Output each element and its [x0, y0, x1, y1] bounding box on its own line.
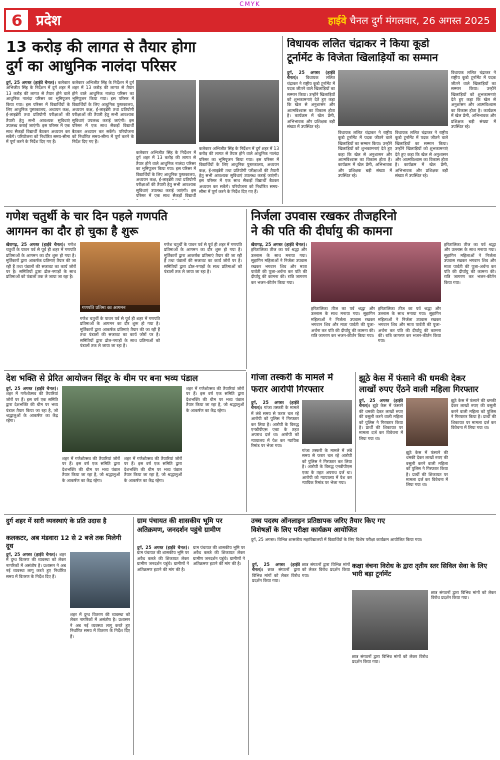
ganja-body-cont: गांजा तस्करी के मामले में लंबे समय से फरार चल रहे आरोपी को पुलिस ने गिरफ्तार कर लिया है। आरोपी के विरुद्ध एनडीपीएस एक्ट के तहत अपराध दर्ज था। आरोपी को न्यायालय में पेश कर न्यायिक रिमांड पर भेजा गया। [302, 448, 352, 486]
ganja-headline-1: गांजा तस्करी के मामले में [251, 373, 333, 383]
nalanda-body-col3 [136, 150, 196, 200]
fraud-body-cont2: झूठे केस में फंसाने की धमकी देकर लाखों रुपए की वसूली करने वाली महिला को पुलिस ने गिरफ्तार किया है। प्रार्थी की शिकायत पर मामला दर्ज कर विवेचना में लिया गया था। [451, 398, 496, 431]
tournament-headline-2: टूर्नामेंट के विजेता खिलाड़ियों का सम्मान [287, 52, 438, 64]
teej-headline-2: ने की पति की दीर्घायु की कामना [251, 224, 393, 238]
teej-body-col2 [311, 306, 375, 366]
ganja-byline: दुर्ग, 25 अगस्त (हाईवे चैनल)। [251, 400, 299, 411]
nalanda-body: कलेक्टर अभिजीत सिंह के निर्देशन में दुर्ग शहर में 13 करोड़ की लागत से तैयार होने वाले आधुनिक नालंदा परिसर का भूमिपूजन किया गया। इस परिसर में विद्यार्थियों के लिए आधुनिक पुस्तकालय, अध्ययन कक्ष, ई-लाइब्रेरी तथा प्रतियोगी परीक्षाओं की तैयारी हेतु सभी आवश्यक सुविधाएं उपलब्ध कराई जाएंगी। इस परिसर में एक साथ सैकड़ों विद्यार्थी बैठकर अध्ययन कर सकेंगे। परियोजना को निर्धारित समय-सीमा में पूर्ण करने के निर्देश दिए गए हैं। [6, 80, 70, 145]
ganesh-photo-caption: गणपति प्रतिमा का आगमन [80, 305, 160, 313]
protest-body-cont2: छात्र संगठनों द्वारा विभिन्न मांगों को लेकर विरोध प्रदर्शन किया गया। [352, 654, 428, 665]
ganesh-byline: खैरागढ़, 25 अगस्त (हाईवे चैनल)। [6, 242, 66, 247]
fraud-body-cont: झूठे केस में फंसाने की धमकी देकर लाखों रुपए की वसूली करने वाली महिला को पुलिस ने गिरफ्तार किया है। प्रार्थी की शिकायत पर मामला दर्ज कर विवेचना में लिया गया था। [406, 450, 448, 488]
issue-date: मंगलवार, 26 अगस्त 2025 [385, 16, 490, 27]
market-photo [70, 552, 130, 608]
protest-headline: कक्षा वंचना विरोध के द्वारा तृतीय स्तर सिविल सेवा के लिए भारी बड़ा टूर्नामेंट [352, 562, 487, 578]
exam-headline-2: विशेषज्ञों के लिए परीक्षा कार्यक्रम आयोजित [251, 526, 357, 534]
tournament-body-col1 [287, 70, 335, 204]
row-divider-3 [4, 514, 496, 515]
protest-byline: दुर्ग, 25 अगस्त (हाईवे चैनल)। [252, 562, 300, 573]
nalanda-body-cont: कलेक्टर अभिजीत सिंह के निर्देशन में दुर्ग शहर में 13 करोड़ की लागत से तैयार होने वाले आधुनिक नालंदा परिसर का भूमिपूजन किया गया। इस परिसर में विद्यार्थियों के लिए आधुनिक पुस्तकालय, अध्ययन कक्ष, ई-लाइब्रेरी तथा प्रतियोगी परीक्षाओं की तैयारी हेतु सभी आवश्यक सुविधाएं उपलब्ध कराई जाएंगी। इस परिसर में एक साथ सैकड़ों विद्यार्थी बैठकर अध्ययन कर सकेंगे। परियोजना को निर्धारित समय-सीमा में पूर्ण करने के निर्देश दिए गए हैं। [72, 80, 134, 145]
tournament-body-cont: विधायक ललित चंद्राकर ने राष्ट्रीय कूडो टूर्नामेंट में पदक जीतने वाले खिलाड़ियों का सम्मान किया। उन्होंने खिलाड़ियों को शुभकामनाएं देते हुए कहा कि खेल से अनुशासन और आत्मविश्वास का विकास होता है। कार्यक्रम में खेल प्रेमी, अभिभावक और प्रशिक्षक बड़ी संख्या में उपस्थित रहे। [338, 130, 392, 179]
exam-body: दुर्ग, 25 अगस्त। विभिन्न शासकीय महाविद्यालयों में विद्यार्थियों के लिए विशेष परीक्षा कार्यक्रम आयोजित किया गया। [251, 537, 423, 542]
pandal-body: शहर में गणेशोत्सव की तैयारियां जोरों पर हैं। इस वर्ष एक समिति द्वारा देशभक्ति की थीम पर भव्य पंडाल तैयार किया जा रहा है, जो श्रद्धालुओं के आकर्षण का केंद्र रहेगा। [6, 391, 58, 424]
protest-body-cont: छात्र संगठनों द्वारा विभिन्न मांगों को लेकर विरोध प्रदर्शन किया गया। [302, 562, 350, 578]
row-divider-1 [4, 206, 496, 207]
row-divider-2 [4, 370, 246, 371]
column-divider [246, 372, 247, 512]
nalanda-body-col2 [72, 80, 134, 200]
column-divider [282, 36, 283, 204]
teej-byline: खैरागढ़, 25 अगस्त (हाईवे चैनल)। [251, 242, 307, 247]
protest-body-col1 [252, 562, 300, 752]
fraud-photo [406, 398, 448, 446]
fraud-headline-2: लाखों रुपए ऐंठने वाली महिला गिरफ्तार [359, 384, 479, 394]
teej-photo [311, 242, 441, 302]
nalanda-headline-1: 13 करोड़ की लागत से तैयार होगा [6, 38, 196, 56]
market-byline: दुर्ग, 25 अगस्त (हाईवे चैनल)। [6, 552, 58, 557]
city: दुर्ग [371, 16, 383, 27]
tournament-body-col3 [395, 130, 448, 204]
column-divider [355, 372, 356, 512]
market-headline-2: कलकटर, अब मंडवारा 12 से 2 बजे तक मिलेगी दूध [6, 534, 122, 550]
market-body: शहर में दुग्ध वितरण की व्यवस्था को लेकर नागरिकों में असंतोष है। प्रशासन ने अब नई व्यवस्था लागू करते हुए निर्धारित समय में वितरण के निर्देश दिए हैं। [6, 552, 66, 579]
tournament-headline-1: विधायक ललित चंद्राकर ने किया कूडो [287, 38, 430, 50]
ganja-body: गांजा तस्करी के मामले में लंबे समय से फरार चल रहे आरोपी को पुलिस ने गिरफ्तार कर लिया है। आरोपी के विरुद्ध एनडीपीएस एक्ट के तहत अपराध दर्ज था। आरोपी को न्यायालय में पेश कर न्यायिक रिमांड पर भेजा गया। [251, 405, 299, 449]
protest-body-col4 [431, 590, 496, 752]
market-headline-1: दुर्ग शहर में सारी व्यवस्थाएं के प्रति उदास है [6, 517, 107, 525]
land-headline: ग्राम पंचायत की शासकीय भूमि पर अतिक्रमण, जनदर्शन पहुंचे ग्रामीण [137, 517, 223, 534]
fraud-byline: दुर्ग, 25 अगस्त (हाईवे चैनल)। [359, 398, 403, 409]
exam-headline-1: उच्च पदस्थ ऑनलाइन प्रतिष्ठापक जरिए तैयार किए गए [251, 517, 386, 525]
ganesh-body: गणेश चतुर्थी के पावन पर्व से पूर्व ही शहर में गणपति प्रतिमाओं के आगमन का दौर शुरू हो गया है। मूर्तिकारों द्वारा आकर्षक प्रतिमाएं तैयार की जा रही हैं तथा पंडालों की सजावट का कार्य जोरों पर है। समितियों द्वारा ढोल-नगाड़ों के साथ प्रतिमाओं को पंडालों तक ले जाया जा रहा है। [6, 242, 76, 280]
tournament-body-col4 [451, 70, 496, 204]
brand-name-2: चैनल [349, 16, 369, 27]
tournament-body: विधायक ललित चंद्राकर ने राष्ट्रीय कूडो टूर्नामेंट में पदक जीतने वाले खिलाड़ियों का सम्मान किया। उन्होंने खिलाड़ियों को शुभकामनाएं देते हुए कहा कि खेल से अनुशासन और आत्मविश्वास का विकास होता है। कार्यक्रम में खेल प्रेमी, अभिभावक और प्रशिक्षक बड़ी संख्या में उपस्थित रहे। [287, 75, 335, 130]
teej-body: हरितालिका तीज का पर्व श्रद्धा और उल्लास के साथ मनाया गया। सुहागिन महिलाओं ने निर्जला उपवास रखकर भगवान शिव और माता पार्वती की पूजा-अर्चना कर पति की दीर्घायु की कामना की। रात्रि जागरण कर भजन-कीर्तन किया गया। [251, 247, 307, 285]
page-number: 6 [4, 8, 30, 32]
protest-body-col2 [302, 562, 350, 752]
protest-body-cont3: छात्र संगठनों द्वारा विभिन्न मांगों को लेकर विरोध प्रदर्शन किया गया। [431, 590, 496, 601]
market-body-col2 [70, 612, 130, 752]
land-body-cont: ग्राम पंचायत की शासकीय भूमि पर अवैध कब्जे की शिकायत लेकर ग्रामीण जनदर्शन पहुंचे। ग्रामीणों ने अतिक्रमण हटाने की मांग की है। [193, 545, 245, 567]
nalanda-headline-2: दुर्ग का आधुनिक नालंदा परिसर [6, 57, 177, 75]
column-divider [248, 560, 249, 755]
pandal-body-cont2: शहर में गणेशोत्सव की तैयारियां जोरों पर हैं। इस वर्ष एक समिति द्वारा देशभक्ति की थीम पर भव्य पंडाल तैयार किया जा रहा है, जो श्रद्धालुओं के आकर्षण का केंद्र रहेगा। [124, 456, 182, 483]
ganja-headline-2: फरार आरोपी गिरफ्तार [251, 385, 324, 395]
ganesh-body-col2 [80, 316, 160, 366]
tournament-photo [338, 70, 448, 126]
teej-headline-1: निर्जला उपवास रखकर तीजहरिनो [251, 209, 397, 223]
teej-body-col4 [444, 242, 496, 366]
tournament-byline: दुर्ग, 25 अगस्त (हाईवे चैनल)। [287, 70, 335, 81]
ganja-body-col2 [302, 448, 352, 510]
pandal-photo [62, 386, 182, 452]
nalanda-photo-2 [199, 80, 279, 142]
market-body-cont: शहर में दुग्ध वितरण की व्यवस्था को लेकर नागरिकों में असंतोष है। प्रशासन ने अब नई व्यवस्था लागू करते हुए निर्धारित समय में वितरण के निर्देश दिए हैं। [70, 612, 130, 639]
pandal-body-col3 [124, 456, 182, 510]
teej-body-cont: हरितालिका तीज का पर्व श्रद्धा और उल्लास के साथ मनाया गया। सुहागिन महिलाओं ने निर्जला उपवास रखकर भगवान शिव और माता पार्वती की पूजा-अर्चना कर पति की दीर्घायु की कामना की। रात्रि जागरण कर भजन-कीर्तन किया गया। [311, 306, 375, 339]
column-divider [133, 517, 134, 755]
tournament-body-cont2: विधायक ललित चंद्राकर ने राष्ट्रीय कूडो टूर्नामेंट में पदक जीतने वाले खिलाड़ियों का सम्मान किया। उन्होंने खिलाड़ियों को शुभकामनाएं देते हुए कहा कि खेल से अनुशासन और आत्मविश्वास का विकास होता है। कार्यक्रम में खेल प्रेमी, अभिभावक और प्रशिक्षक बड़ी संख्या में उपस्थित रहे। [395, 130, 448, 179]
land-body: ग्राम पंचायत की शासकीय भूमि पर अवैध कब्जे की शिकायत लेकर ग्रामीण जनदर्शन पहुंचे। ग्रामीणों ने अतिक्रमण हटाने की मांग की है। [137, 550, 189, 572]
nalanda-photo-1 [136, 80, 196, 144]
fraud-headline-1: झूठे केस में फंसाने की धमकी देकर [359, 373, 466, 383]
column-divider [246, 209, 247, 369]
ganesh-headline-2: आगमन का दौर हो चुका है शुरू [6, 224, 139, 238]
land-body-col1 [137, 545, 189, 753]
fraud-body: झूठे केस में फंसाने की धमकी देकर लाखों रुपए की वसूली करने वाली महिला को पुलिस ने गिरफ्तार किया है। प्रार्थी की शिकायत पर मामला दर्ज कर विवेचना में लिया गया था। [359, 403, 403, 441]
protest-body: छात्र संगठनों द्वारा विभिन्न मांगों को लेकर विरोध प्रदर्शन किया गया। [252, 567, 300, 584]
tournament-body-cont3: विधायक ललित चंद्राकर ने राष्ट्रीय कूडो टूर्नामेंट में पदक जीतने वाले खिलाड़ियों का सम्मान किया। उन्होंने खिलाड़ियों को शुभकामनाएं देते हुए कहा कि खेल से अनुशासन और आत्मविश्वास का विकास होता है। कार्यक्रम में खेल प्रेमी, अभिभावक और प्रशिक्षक बड़ी संख्या में उपस्थित रहे। [451, 70, 496, 130]
brand-name: हाईवे [328, 16, 347, 27]
protest-photo [352, 590, 428, 650]
pandal-body-col2 [62, 456, 120, 510]
nalanda-body-col1 [6, 80, 70, 200]
ganesh-headline-1: गणेश चतुर्थी के चार दिन पहले गणपति [6, 209, 168, 223]
tournament-body-col2 [338, 130, 392, 204]
section-title: प्रदेश [36, 12, 61, 29]
pandal-body-col4 [186, 386, 244, 510]
nalanda-body-cont3: कलेक्टर अभिजीत सिंह के निर्देशन में दुर्ग शहर में 13 करोड़ की लागत से तैयार होने वाले आधुनिक नालंदा परिसर का भूमिपूजन किया गया। इस परिसर में विद्यार्थियों के लिए आधुनिक पुस्तकालय, अध्ययन कक्ष, ई-लाइब्रेरी तथा प्रतियोगी परीक्षाओं की तैयारी हेतु सभी आवश्यक सुविधाएं उपलब्ध कराई जाएंगी। इस परिसर में एक साथ सैकड़ों विद्यार्थी बैठकर अध्ययन कर सकेंगे। परियोजना को निर्धारित समय-सीमा में पूर्ण करने के निर्देश दिए गए हैं। [199, 146, 279, 195]
fraud-body-col3 [451, 398, 496, 510]
teej-body-cont3: हरितालिका तीज का पर्व श्रद्धा और उल्लास के साथ मनाया गया। सुहागिन महिलाओं ने निर्जला उपवास रखकर भगवान शिव और माता पार्वती की पूजा-अर्चना कर पति की दीर्घायु की कामना की। रात्रि जागरण कर भजन-कीर्तन किया गया। [444, 242, 496, 285]
nalanda-body-cont2: कलेक्टर अभिजीत सिंह के निर्देशन में दुर्ग शहर में 13 करोड़ की लागत से तैयार होने वाले आधुनिक नालंदा परिसर का भूमिपूजन किया गया। इस परिसर में विद्यार्थियों के लिए आधुनिक पुस्तकालय, अध्ययन कक्ष, ई-लाइब्रेरी तथा प्रतियोगी परीक्षाओं की तैयारी हेतु सभी आवश्यक सुविधाएं उपलब्ध कराई जाएंगी। इस परिसर में एक साथ सैकड़ों विद्यार्थी [136, 150, 196, 199]
pandal-body-col1 [6, 386, 58, 510]
pandal-byline: दुर्ग, 25 अगस्त (हाईवे चैनल)। [6, 386, 58, 391]
ganesh-body-col3 [164, 242, 242, 366]
protest-body-col3 [352, 654, 428, 752]
ganja-photo [302, 400, 352, 444]
pandal-body-cont: शहर में गणेशोत्सव की तैयारियां जोरों पर हैं। इस वर्ष एक समिति द्वारा देशभक्ति की थीम पर भव्य पंडाल तैयार किया जा रहा है, जो श्रद्धालुओं के आकर्षण का केंद्र रहेगा। [62, 456, 120, 483]
ganja-body-col1 [251, 400, 299, 510]
teej-body-cont2: हरितालिका तीज का पर्व श्रद्धा और उल्लास के साथ मनाया गया। सुहागिन महिलाओं ने निर्जला उपवास रखकर भगवान शिव और माता पार्वती की पूजा-अर्चना कर पति की दीर्घायु की कामना की। रात्रि जागरण कर भजन-कीर्तन किया गया। [378, 306, 441, 344]
cmyk-marker: CMYK [239, 1, 261, 8]
pandal-headline: देश भक्ति से प्रेरित आयोजन सिंदूर के थीम पर बना भव्य पंडाल [6, 373, 198, 383]
ganesh-body-col1 [6, 242, 76, 366]
page-header [4, 8, 496, 32]
fraud-body-col1 [359, 398, 403, 510]
masthead [328, 13, 496, 27]
ganesh-body-cont2: गणेश चतुर्थी के पावन पर्व से पूर्व ही शहर में गणपति प्रतिमाओं के आगमन का दौर शुरू हो गया है। मूर्तिकारों द्वारा आकर्षक प्रतिमाएं तैयार की जा रही हैं तथा पंडालों की सजावट का कार्य जोरों पर है। समितियों द्वारा ढोल-नगाड़ों के साथ प्रतिमाओं को पंडालों तक ले जाया जा रहा है। [164, 242, 242, 275]
market-body-col1 [6, 552, 66, 752]
fraud-body-col2 [406, 450, 448, 510]
land-body-col2 [193, 545, 245, 753]
ganesh-body-cont: गणेश चतुर्थी के पावन पर्व से पूर्व ही शहर में गणपति प्रतिमाओं के आगमन का दौर शुरू हो गया है। मूर्तिकारों द्वारा आकर्षक प्रतिमाएं तैयार की जा रही हैं तथा पंडालों की सजावट का कार्य जोरों पर है। समितियों द्वारा ढोल-नगाड़ों के साथ प्रतिमाओं को पंडालों तक ले जाया जा रहा है। [80, 316, 160, 349]
teej-body-col3 [378, 306, 441, 366]
ganesh-photo [80, 242, 160, 312]
teej-body-col1 [251, 242, 307, 366]
nalanda-byline: दुर्ग, 25 अगस्त (हाईवे चैनल)। [6, 80, 57, 85]
pandal-body-cont3: शहर में गणेशोत्सव की तैयारियां जोरों पर हैं। इस वर्ष एक समिति द्वारा देशभक्ति की थीम पर भव्य पंडाल तैयार किया जा रहा है, जो श्रद्धालुओं के आकर्षण का केंद्र रहेगा। [186, 386, 244, 413]
land-byline: दुर्ग, 25 अगस्त (हाईवे चैनल)। [137, 545, 189, 550]
nalanda-body-col4 [199, 146, 279, 200]
